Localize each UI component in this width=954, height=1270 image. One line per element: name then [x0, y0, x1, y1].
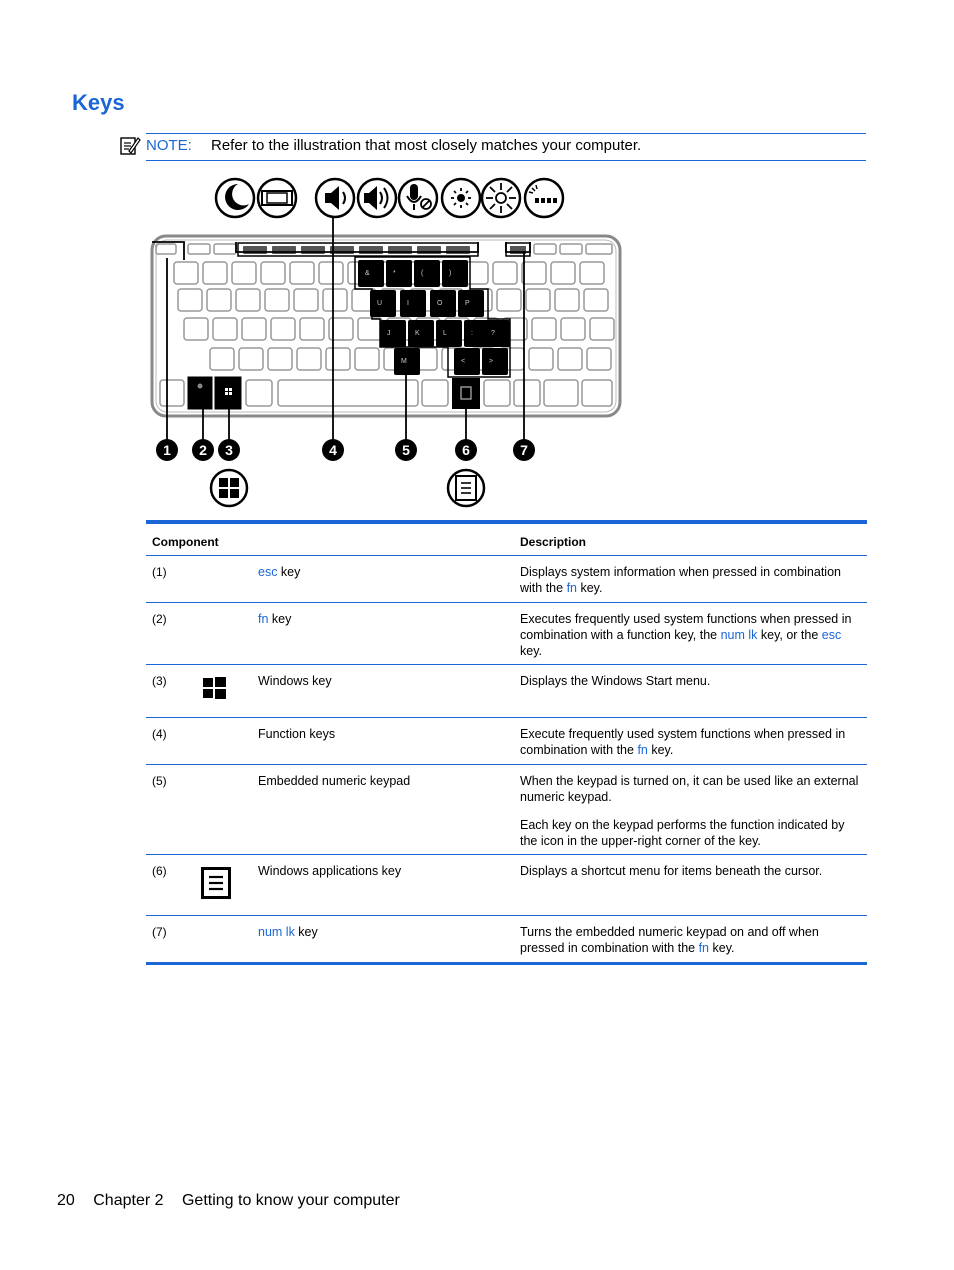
numpad-key	[436, 320, 462, 347]
description-paragraph: Displays the Windows Start menu.	[520, 674, 711, 688]
callout-marker	[455, 439, 477, 461]
keyboard-illustration	[148, 172, 628, 512]
component-description	[520, 773, 864, 861]
keyboard-backlight-icon	[525, 179, 563, 217]
volume-up-icon	[358, 179, 396, 217]
applications-menu-icon	[201, 867, 231, 899]
component-description	[520, 924, 864, 968]
table-row	[146, 916, 867, 962]
numpad-key	[386, 260, 412, 287]
svg-text:J: J	[387, 330, 391, 337]
numpad-key	[358, 260, 384, 287]
svg-text:O: O	[437, 300, 443, 307]
description-paragraph: Executes frequently used system functions when pressed in combination with a function key, the num lk key, or the esc key.	[520, 612, 852, 658]
svg-text:6: 6	[462, 442, 470, 458]
table-row	[146, 603, 867, 665]
callout-markers	[156, 439, 535, 461]
callout-marker	[513, 439, 535, 461]
component-name: fn key	[258, 612, 292, 626]
svg-text:3: 3	[225, 442, 233, 458]
description-paragraph: Turns the embedded numeric keypad on and off when pressed in combination with the fn key.	[520, 925, 819, 955]
windows-logo-icon	[211, 470, 247, 506]
numpad-key	[370, 290, 396, 317]
component-name: Windows key	[258, 674, 332, 688]
numpad-key	[484, 320, 510, 347]
callout-marker	[156, 439, 178, 461]
table-header	[146, 524, 867, 556]
microphone-mute-icon	[399, 179, 437, 217]
table-body	[146, 556, 867, 962]
row-number: (5)	[152, 774, 167, 788]
component-description	[520, 863, 864, 891]
note-text: Refer to the illustration that most closely matches your computer.	[211, 137, 642, 154]
component-description	[520, 611, 864, 671]
numpad-key	[414, 260, 440, 287]
brightness-up-icon	[482, 179, 520, 217]
component-name: num lk key	[258, 925, 318, 939]
applications-menu-icon	[448, 470, 484, 506]
row-number: (1)	[152, 565, 167, 579]
numpad-key	[400, 290, 426, 317]
svg-text:>: >	[489, 358, 494, 365]
chapter-label: Chapter 2	[93, 1192, 164, 1209]
numpad-key	[430, 290, 456, 317]
callout-marker	[395, 439, 417, 461]
row-number: (3)	[152, 674, 167, 688]
row-number: (2)	[152, 612, 167, 626]
description-paragraph: Displays a shortcut menu for items beneath the cursor.	[520, 864, 823, 878]
svg-text:): )	[449, 270, 452, 277]
component-name: Embedded numeric keypad	[258, 774, 411, 788]
component-header: Component	[152, 535, 219, 549]
svg-text:1: 1	[163, 442, 171, 458]
note-label: NOTE:	[146, 137, 192, 154]
numpad-key	[380, 320, 406, 347]
numpad-key	[458, 290, 484, 317]
numpad-key	[408, 320, 434, 347]
table-row	[146, 855, 867, 916]
callout-marker	[192, 439, 214, 461]
volume-mute-icon	[316, 179, 354, 217]
numpad-key	[454, 348, 480, 375]
description-paragraph: Each key on the keypad performs the function indicated by the icon in the upper-right corner of the key.	[520, 818, 845, 848]
component-description	[520, 673, 864, 701]
svg-text:*: *	[393, 270, 396, 277]
description-paragraph: Displays system information when pressed in combination with the fn key.	[520, 565, 841, 595]
svg-text:5: 5	[402, 442, 410, 458]
row-number: (4)	[152, 727, 167, 741]
table-row	[146, 665, 867, 718]
svg-text:2: 2	[199, 442, 207, 458]
brightness-down-icon	[442, 179, 480, 217]
svg-text:7: 7	[520, 442, 528, 458]
svg-text:K: K	[415, 330, 420, 337]
svg-text:U: U	[377, 300, 383, 307]
svg-text:M: M	[401, 358, 407, 365]
svg-text::: :	[471, 330, 473, 337]
svg-text:P: P	[465, 300, 470, 307]
page-title: Keys	[72, 90, 125, 115]
component-description	[520, 564, 864, 608]
component-description	[520, 726, 864, 770]
svg-text:&: &	[365, 270, 370, 277]
table-row	[146, 556, 867, 603]
table-row	[146, 718, 867, 765]
svg-text:(: (	[421, 270, 424, 277]
sleep-icon	[216, 179, 254, 217]
svg-text:I: I	[407, 300, 409, 307]
component-name: Function keys	[258, 727, 336, 741]
svg-text:L: L	[443, 330, 447, 337]
callout-marker	[218, 439, 240, 461]
numpad-key	[442, 260, 468, 287]
svg-text:<: <	[461, 358, 466, 365]
row-number: (7)	[152, 925, 167, 939]
windows-key-highlight	[188, 377, 480, 409]
page-footer	[57, 1192, 414, 1210]
display-switch-icon	[258, 179, 296, 217]
page-number: 20	[57, 1192, 75, 1209]
svg-text:4: 4	[329, 442, 337, 458]
description-paragraph: Execute frequently used system functions when pressed in combination with the fn key.	[520, 727, 846, 757]
note-icon	[119, 135, 141, 157]
chapter-title: Getting to know your computer	[181, 1192, 400, 1209]
description-paragraph: When the keypad is turned on, it can be used like an external numeric keypad.	[520, 774, 859, 804]
windows-logo-icon	[201, 675, 227, 701]
numpad-key	[394, 348, 420, 375]
description-header: Description	[520, 535, 587, 549]
callout-marker	[322, 439, 344, 461]
table-row	[146, 765, 867, 855]
component-name: esc key	[258, 565, 301, 579]
component-name: Windows applications key	[258, 864, 402, 878]
svg-text:?: ?	[491, 330, 495, 337]
row-number: (6)	[152, 864, 167, 878]
numpad-key	[482, 348, 508, 375]
components-table	[146, 520, 867, 965]
